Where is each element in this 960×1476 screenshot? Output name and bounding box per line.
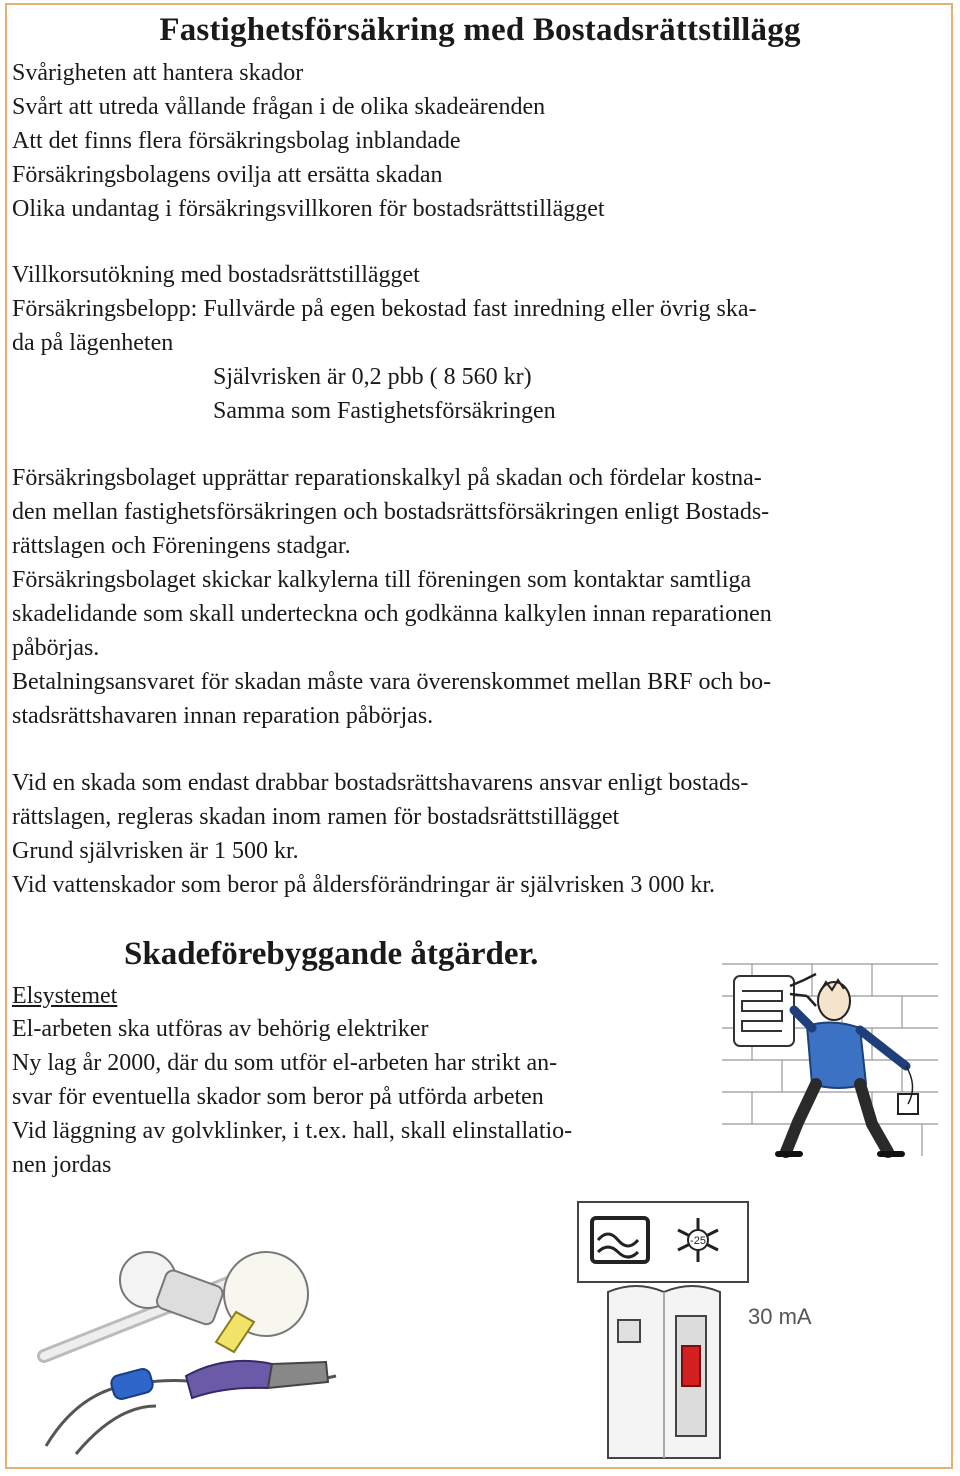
problem-item: Svårt att utreda vållande frågan i de olika skadeärenden — [12, 94, 546, 120]
prevention-line: El-arbeten ska utföras av behörig elektriker — [12, 1016, 429, 1042]
deductible-text: Självrisken är 0,2 pbb ( 8 560 kr) — [213, 364, 532, 390]
owner-damage-line: rättslagen, regleras skadan inom ramen för bostadsrättstillägget — [12, 804, 620, 830]
problem-item: Svårigheten att hantera skador — [12, 60, 304, 86]
prevention-line: svar för eventuella skador som beror på utförda arbeten — [12, 1084, 544, 1110]
electrical-system-subheading: Elsystemet — [12, 983, 118, 1009]
same-as-text: Samma som Fastighetsförsäkringen — [213, 398, 556, 424]
page-title: Fastighetsförsäkring med Bostadsrättstillägg — [159, 12, 801, 48]
extension-heading: Villkorsutökning med bostadsrättstillägget — [12, 262, 420, 288]
problem-item: Att det finns flera försäkringsbolag inblandade — [12, 128, 461, 154]
breaker-rating-label: 30 mA — [748, 1304, 812, 1329]
procedure-line: stadsrättshavaren innan reparation påbörjas. — [12, 703, 434, 729]
procedure-line: den mellan fastighetsförsäkringen och bostadsrättsförsäkringen enligt Bostads- — [12, 499, 770, 525]
prevention-heading: Skadeförebyggande åtgärder. — [124, 936, 539, 972]
electrician-shock-illustration — [712, 956, 948, 1166]
prevention-line: Vid läggning av golvklinker, i t.ex. hall, skall elinstallatio- — [12, 1118, 573, 1144]
prevention-line: nen jordas — [12, 1152, 112, 1178]
prevention-line: Ny lag år 2000, där du som utför el-arbeten har strikt an- — [12, 1050, 558, 1076]
procedure-line: Försäkringsbolaget skickar kalkylerna till föreningen som kontaktar samtliga — [12, 567, 752, 593]
procedure-line: skadelidande som skall underteckna och godkänna kalkylen innan reparationen — [12, 601, 772, 627]
breaker-switch — [682, 1346, 700, 1386]
owner-damage-line: Vid en skada som endast drabbar bostadsrättshavarens ansvar enligt bostads- — [12, 770, 749, 796]
owner-damage-line: Grund självrisken är 1 500 kr. — [12, 838, 299, 864]
procedure-line: Försäkringsbolaget upprättar reparationskalkyl på skadan och fördelar kostna- — [12, 465, 762, 491]
problem-item: Försäkringsbolagens ovilja att ersätta skadan — [12, 162, 443, 188]
bulbs-and-cables-illustration — [36, 1236, 366, 1456]
procedure-line: Betalningsansvaret för skadan måste vara överenskommet mellan BRF och bo- — [12, 669, 772, 695]
procedure-line: påbörjas. — [12, 635, 100, 661]
procedure-line: rättslagen och Föreningens stadgar. — [12, 533, 351, 559]
insurance-amount-line: Försäkringsbelopp: Fullvärde på egen bekostad fast inredning eller övrig ska- — [12, 296, 757, 322]
residual-current-breaker-illustration — [572, 1196, 840, 1462]
breaker-temp-label: -25 — [690, 1235, 706, 1247]
insurance-amount-line: da på lägenheten — [12, 330, 174, 356]
owner-damage-line: Vid vattenskador som beror på åldersförändringar är självrisken 3 000 kr. — [12, 872, 716, 898]
problem-item: Olika undantag i försäkringsvillkoren för bostadsrättstillägget — [12, 196, 605, 222]
